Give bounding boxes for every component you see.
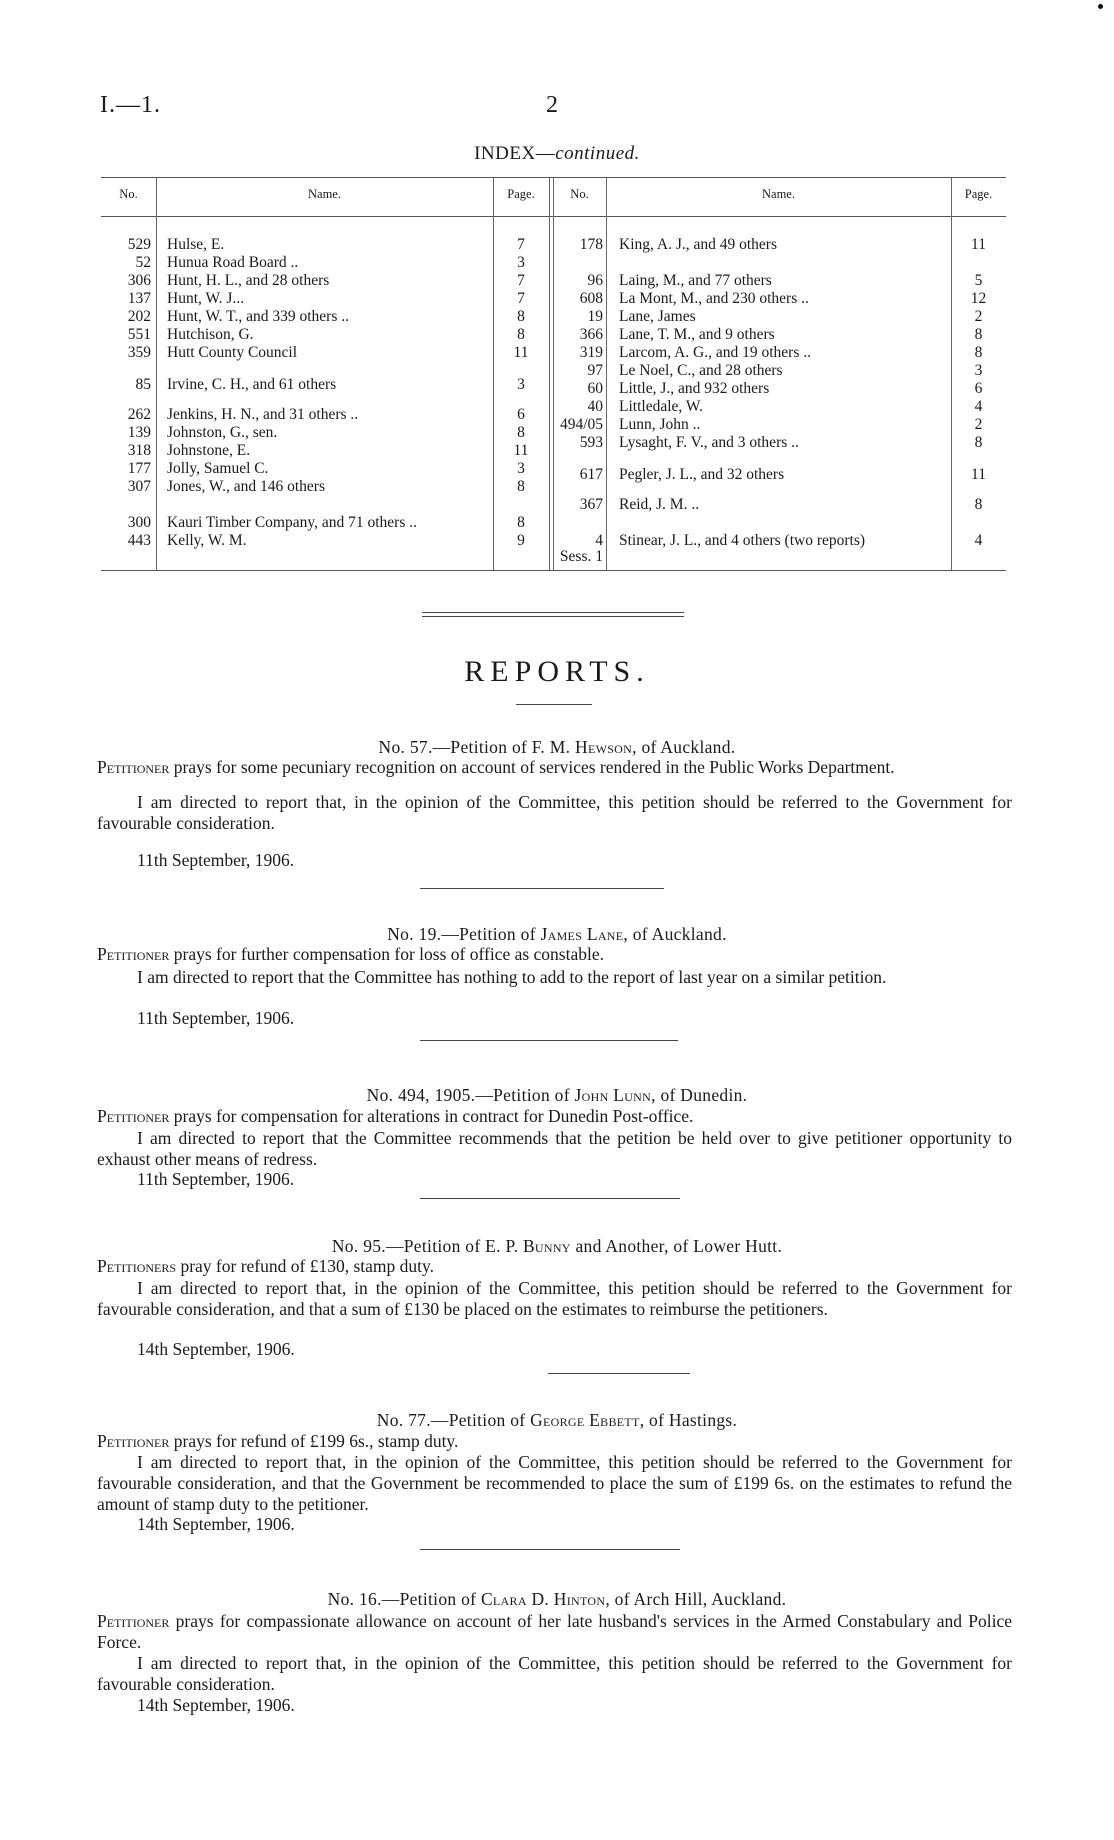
heading-text: , of Hastings. — [639, 1410, 738, 1430]
table-bottom-rule — [101, 570, 1006, 571]
row-number: 319 — [579, 344, 603, 361]
heading-text: No. 16.—Petition of — [327, 1589, 481, 1609]
report-heading — [0, 1085, 1114, 1106]
row-page: 2 — [974, 416, 983, 433]
row-page: 8 — [517, 308, 525, 325]
row-page: 8 — [974, 496, 983, 513]
report-separator — [420, 1198, 680, 1199]
row-page: 7 — [517, 272, 525, 289]
row-page: 6 — [517, 406, 525, 423]
row-page: 11 — [513, 344, 529, 361]
row-name: Hunt, W. T., and 339 others .. — [167, 308, 349, 325]
row-page: 6 — [974, 380, 983, 397]
row-number: 608 — [579, 290, 603, 307]
row-number: 306 — [127, 272, 151, 289]
row-number: 318 — [127, 442, 151, 459]
row-number: 40 — [587, 398, 603, 415]
report-heading — [0, 737, 1114, 758]
corner-mark — [1098, 4, 1103, 9]
row-number: 19 — [587, 308, 603, 325]
report-text: I am directed to report that, in the opinion of the Committee, this petition should be referred to the Government for favourable consideration. — [97, 1653, 1012, 1694]
row-name: King, A. J., and 49 others — [619, 236, 778, 253]
row-page: 3 — [517, 376, 525, 393]
report-date: 14th September, 1906. — [137, 1339, 295, 1359]
row-number: 52 — [135, 254, 151, 271]
row-page: 8 — [974, 344, 983, 361]
row-page: 3 — [517, 460, 525, 477]
section-rule — [422, 612, 684, 613]
prayer-text: prays for refund of £199 6s., stamp duty. — [169, 1431, 459, 1451]
row-page: 8 — [974, 434, 983, 451]
petitioner-label: Petitioners — [97, 1256, 177, 1276]
petitioner-name: Hewson — [575, 737, 633, 757]
report-date: 11th September, 1906. — [137, 1169, 295, 1189]
petitioner-name: Clara D. Hinton — [480, 1589, 606, 1609]
row-number: 4 — [595, 532, 603, 549]
row-number: 97 — [587, 362, 603, 379]
row-name: La Mont, M., and 230 others .. — [619, 290, 809, 307]
prayer-paragraph — [97, 1256, 1012, 1277]
row-number: 300 — [127, 514, 151, 531]
prayer-paragraph — [97, 1611, 1012, 1653]
report-paragraph — [97, 1452, 1012, 1515]
report-heading — [0, 924, 1114, 945]
heading-text: , of Auckland. — [623, 924, 727, 944]
row-name: Littledale, W. — [619, 398, 703, 415]
row-name: Lysaght, F. V., and 3 others .. — [619, 434, 799, 451]
row-page: 8 — [517, 424, 525, 441]
heading-text: , of Auckland. — [632, 737, 736, 757]
prayer-paragraph — [97, 1106, 1012, 1127]
row-page: 12 — [970, 290, 987, 307]
row-page: 7 — [517, 290, 525, 307]
prayer-text: prays for compassionate allowance on account of her late husband's services in the Armed Constabulary and Police Force. — [97, 1611, 1012, 1652]
report-date: 11th September, 1906. — [137, 850, 295, 870]
petitioner-name: James Lane — [540, 924, 624, 944]
section-rule — [422, 616, 684, 617]
row-number: 307 — [127, 478, 151, 495]
row-name: Kauri Timber Company, and 71 others .. — [167, 514, 417, 531]
report-date: 14th September, 1906. — [137, 1695, 295, 1715]
row-page: 4 — [974, 532, 983, 549]
row-name: Hutchison, G. — [167, 326, 254, 343]
row-page: 7 — [517, 236, 525, 253]
header-no-left: No. — [119, 187, 138, 201]
prayer-text: prays for further compensation for loss of office as constable. — [169, 944, 605, 964]
petitioner-name: John Lunn — [574, 1085, 652, 1105]
page-number: 2 — [546, 92, 558, 118]
row-number: 529 — [127, 236, 151, 253]
heading-text: No. 494, 1905.—Petition of — [366, 1085, 575, 1105]
heading-text: No. 19.—Petition of — [387, 924, 541, 944]
row-page: 11 — [971, 236, 986, 253]
row-number: Sess. 1 — [559, 548, 603, 565]
prayer-text: prays for compensation for alterations in contract for Dunedin Post-office. — [169, 1106, 694, 1126]
row-name: Hutt County Council — [167, 344, 298, 361]
row-number: 551 — [127, 326, 151, 343]
report-date: 11th September, 1906. — [137, 1008, 295, 1028]
report-paragraph — [97, 1278, 1012, 1320]
prayer-paragraph — [97, 757, 1012, 778]
row-number: 178 — [579, 236, 603, 253]
petitioner-label: Petitioner — [97, 1106, 170, 1126]
row-name: Hunt, W. J... — [167, 290, 245, 307]
col-divider — [156, 177, 157, 570]
row-name: Lane, T. M., and 9 others — [619, 326, 775, 343]
report-paragraph — [97, 1128, 1012, 1170]
row-name: Irvine, C. H., and 61 others — [167, 376, 337, 393]
row-page: 8 — [517, 514, 525, 531]
report-text: I am directed to report that, in the opinion of the Committee, this petition should be referred to the Government for favourable consideration, and that a sum of £130 be placed on the estimates to reimburse the petitioners. — [97, 1278, 1012, 1319]
report-separator — [548, 1373, 690, 1374]
heading-text: , of Dunedin. — [651, 1085, 748, 1105]
row-name: Hunt, H. L., and 28 others — [167, 272, 330, 289]
report-paragraph — [97, 792, 1012, 834]
petitioner-label: Petitioner — [97, 757, 170, 777]
row-page: 9 — [517, 532, 525, 549]
row-number: 262 — [127, 406, 151, 423]
header-page-left: Page. — [507, 187, 535, 201]
row-number: 139 — [127, 424, 151, 441]
row-number: 202 — [127, 308, 151, 325]
row-name: Hulse, E. — [167, 236, 225, 253]
title-rule — [516, 704, 592, 705]
prayer-text: prays for some pecuniary recognition on account of services rendered in the Public Works Department. — [169, 757, 895, 777]
heading-text: No. 77.—Petition of — [376, 1410, 531, 1430]
row-page: 8 — [517, 478, 525, 495]
row-name: Le Noel, C., and 28 others — [619, 362, 783, 379]
row-name: Lane, James — [619, 308, 696, 325]
row-name: Stinear, J. L., and 4 others (two reports) — [619, 532, 866, 549]
row-number: 367 — [579, 496, 603, 513]
row-name: Larcom, A. G., and 19 others .. — [619, 344, 811, 361]
row-page: 5 — [974, 272, 983, 289]
prayer-paragraph — [97, 944, 1012, 965]
report-text: I am directed to report that, in the opinion of the Committee, this petition should be referred to the Government for favourable consideration. — [97, 792, 1012, 833]
petitioner-name: George Ebbett — [530, 1410, 640, 1430]
col-divider — [549, 177, 550, 570]
row-name: Little, J., and 932 others — [619, 380, 770, 397]
row-page: 3 — [974, 362, 983, 379]
petitioner-label: Petitioner — [97, 1611, 170, 1631]
col-divider — [606, 177, 607, 570]
row-name: Johnstone, E. — [167, 442, 251, 459]
prayer-text: pray for refund of £130, stamp duty. — [176, 1256, 434, 1276]
row-name: Laing, M., and 77 others — [619, 272, 772, 289]
row-name: Reid, J. M. .. — [619, 496, 700, 513]
row-number: 593 — [579, 434, 603, 451]
report-separator — [420, 1549, 680, 1550]
row-name: Jones, W., and 146 others — [167, 478, 326, 495]
page-reference: I.—1. — [100, 92, 161, 118]
header-name-left: Name. — [308, 187, 341, 201]
row-page: 2 — [974, 308, 983, 325]
row-page: 8 — [517, 326, 525, 343]
row-number: 85 — [135, 376, 151, 393]
header-name-right: Name. — [762, 187, 795, 201]
report-paragraph — [97, 1653, 1012, 1695]
row-page: 3 — [517, 254, 525, 271]
reports-title: REPORTS. — [464, 655, 650, 688]
report-paragraph — [97, 967, 1012, 988]
index-title: INDEX—continued. — [474, 143, 640, 164]
row-number: 96 — [587, 272, 603, 289]
row-name: Pegler, J. L., and 32 others — [619, 466, 785, 483]
report-date: 14th September, 1906. — [137, 1514, 295, 1534]
row-number: 494/05 — [559, 416, 603, 433]
report-separator — [420, 1040, 678, 1041]
report-text: I am directed to report that the Committee has nothing to add to the report of last year on a similar petition. — [137, 967, 887, 987]
row-name: Lunn, John .. — [619, 416, 701, 433]
row-page: 8 — [974, 326, 983, 343]
report-text: I am directed to report that the Committee recommends that the petition be held over to give petitioner opportunity to exhaust other means of redress. — [97, 1128, 1012, 1169]
row-number: 359 — [127, 344, 151, 361]
report-separator — [420, 888, 664, 889]
heading-text: No. 57.—Petition of F. M. — [378, 737, 575, 757]
header-no-right: No. — [570, 187, 589, 201]
row-name: Jenkins, H. N., and 31 others .. — [167, 406, 359, 423]
row-number: 177 — [127, 460, 151, 477]
row-page: 4 — [974, 398, 983, 415]
row-number: 366 — [579, 326, 603, 343]
row-name: Johnston, G., sen. — [167, 424, 278, 441]
row-number: 617 — [579, 466, 603, 483]
row-number: 443 — [127, 532, 151, 549]
report-text: I am directed to report that, in the opinion of the Committee, this petition should be referred to the Government for favourable consideration, and that the Government be recommended to place the sum of £199 6s. on the estimates to refund the amount of stamp duty to the petitioner. — [97, 1452, 1012, 1514]
row-name: Kelly, W. M. — [167, 532, 247, 549]
heading-text: No. 95.—Petition of E. P. — [331, 1236, 523, 1256]
row-name: Jolly, Samuel C. — [167, 460, 269, 477]
row-page: 11 — [971, 466, 986, 483]
petitioner-label: Petitioner — [97, 944, 170, 964]
row-number: 137 — [127, 290, 151, 307]
row-number: 60 — [587, 380, 603, 397]
header-page-right: Page. — [964, 187, 993, 201]
row-page: 11 — [513, 442, 529, 459]
petitioner-name: Bunny — [522, 1236, 571, 1256]
heading-text: and Another, of Lower Hutt. — [570, 1236, 783, 1256]
report-heading — [0, 1410, 1114, 1431]
row-name: Hunua Road Board .. — [167, 254, 299, 271]
report-heading — [0, 1589, 1114, 1610]
heading-text: , of Arch Hill, Auckland. — [605, 1589, 787, 1609]
petitioner-label: Petitioner — [97, 1431, 170, 1451]
report-heading — [0, 1236, 1114, 1257]
prayer-paragraph — [97, 1431, 1012, 1452]
